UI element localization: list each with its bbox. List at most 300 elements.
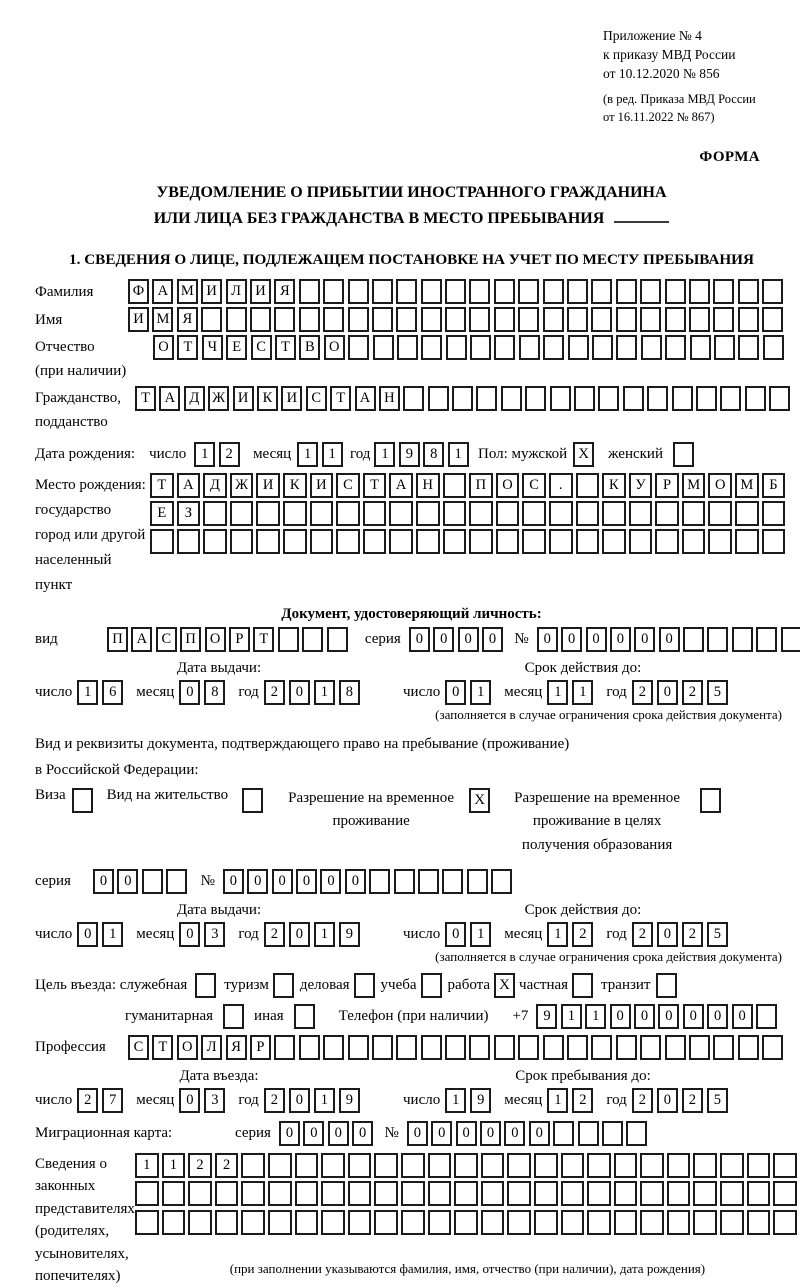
- char-cell[interactable]: [591, 279, 612, 304]
- char-cell[interactable]: А: [177, 473, 201, 498]
- char-cell[interactable]: Б: [762, 473, 786, 498]
- char-cell[interactable]: 8: [423, 442, 444, 467]
- char-cell[interactable]: [543, 279, 564, 304]
- stay-year-cells[interactable]: [632, 1088, 732, 1113]
- stay-month-cells[interactable]: [547, 1088, 597, 1113]
- purpose-business-checkbox[interactable]: [354, 973, 375, 998]
- char-cell[interactable]: [602, 501, 626, 526]
- char-cell[interactable]: П: [469, 473, 493, 498]
- char-cell[interactable]: [667, 1181, 691, 1206]
- char-cell[interactable]: [614, 1210, 638, 1235]
- char-cell[interactable]: [215, 1181, 239, 1206]
- char-cell[interactable]: [321, 1210, 345, 1235]
- char-cell[interactable]: [452, 386, 473, 411]
- char-cell[interactable]: [738, 279, 759, 304]
- doc-expiry-month-cells[interactable]: [547, 680, 597, 705]
- char-cell[interactable]: [348, 1153, 372, 1178]
- char-cell[interactable]: [397, 335, 418, 360]
- char-cell[interactable]: [507, 1181, 531, 1206]
- char-cell[interactable]: [323, 1035, 344, 1060]
- char-cell[interactable]: [591, 1035, 612, 1060]
- char-cell[interactable]: [629, 501, 653, 526]
- char-cell[interactable]: И: [233, 386, 254, 411]
- char-cell[interactable]: 0: [458, 627, 479, 652]
- char-cell[interactable]: Т: [177, 335, 198, 360]
- char-cell[interactable]: [720, 386, 741, 411]
- char-cell[interactable]: О: [153, 335, 174, 360]
- char-cell[interactable]: [665, 1035, 686, 1060]
- char-cell[interactable]: 2: [219, 442, 240, 467]
- char-cell[interactable]: [348, 1035, 369, 1060]
- char-cell[interactable]: [762, 1035, 783, 1060]
- residence-expiry-day-cells[interactable]: [445, 922, 495, 947]
- char-cell[interactable]: [421, 1035, 442, 1060]
- char-cell[interactable]: [616, 307, 637, 332]
- char-cell[interactable]: 1: [194, 442, 215, 467]
- char-cell[interactable]: И: [256, 473, 280, 498]
- char-cell[interactable]: [394, 869, 415, 894]
- char-cell[interactable]: Ф: [128, 279, 149, 304]
- char-cell[interactable]: 0: [657, 1088, 678, 1113]
- char-cell[interactable]: [576, 473, 600, 498]
- purpose-study-checkbox[interactable]: [421, 973, 442, 998]
- char-cell[interactable]: [747, 1153, 771, 1178]
- char-cell[interactable]: [230, 529, 254, 554]
- char-cell[interactable]: [372, 1035, 393, 1060]
- char-cell[interactable]: [682, 529, 706, 554]
- char-cell[interactable]: [389, 529, 413, 554]
- char-cell[interactable]: [543, 307, 564, 332]
- char-cell[interactable]: 0: [303, 1121, 324, 1146]
- char-cell[interactable]: [443, 529, 467, 554]
- citizenship-cells[interactable]: [135, 386, 794, 411]
- char-cell[interactable]: А: [152, 279, 173, 304]
- char-cell[interactable]: Я: [226, 1035, 247, 1060]
- char-cell[interactable]: [336, 529, 360, 554]
- char-cell[interactable]: [567, 307, 588, 332]
- char-cell[interactable]: [629, 529, 653, 554]
- char-cell[interactable]: [747, 1210, 771, 1235]
- char-cell[interactable]: [693, 1153, 717, 1178]
- char-cell[interactable]: [781, 627, 800, 652]
- char-cell[interactable]: [416, 529, 440, 554]
- char-cell[interactable]: 0: [179, 1088, 200, 1113]
- char-cell[interactable]: [268, 1181, 292, 1206]
- char-cell[interactable]: И: [250, 279, 271, 304]
- char-cell[interactable]: [672, 386, 693, 411]
- char-cell[interactable]: Ж: [208, 386, 229, 411]
- char-cell[interactable]: 1: [102, 922, 123, 947]
- char-cell[interactable]: [567, 279, 588, 304]
- char-cell[interactable]: 1: [162, 1153, 186, 1178]
- entry-year-cells[interactable]: [264, 1088, 364, 1113]
- surname-cells[interactable]: [128, 279, 787, 304]
- char-cell[interactable]: [421, 335, 442, 360]
- char-cell[interactable]: [348, 307, 369, 332]
- char-cell[interactable]: 6: [102, 680, 123, 705]
- char-cell[interactable]: [142, 869, 163, 894]
- char-cell[interactable]: [470, 335, 491, 360]
- char-cell[interactable]: [738, 1035, 759, 1060]
- char-cell[interactable]: Е: [150, 501, 174, 526]
- char-cell[interactable]: С: [156, 627, 177, 652]
- char-cell[interactable]: .: [549, 473, 573, 498]
- char-cell[interactable]: [428, 1210, 452, 1235]
- char-cell[interactable]: [428, 1153, 452, 1178]
- char-cell[interactable]: 1: [77, 680, 98, 705]
- char-cell[interactable]: [518, 279, 539, 304]
- char-cell[interactable]: [501, 386, 522, 411]
- char-cell[interactable]: А: [159, 386, 180, 411]
- char-cell[interactable]: [374, 1210, 398, 1235]
- char-cell[interactable]: [348, 1181, 372, 1206]
- char-cell[interactable]: [553, 1121, 574, 1146]
- char-cell[interactable]: [230, 501, 254, 526]
- char-cell[interactable]: [188, 1181, 212, 1206]
- char-cell[interactable]: 1: [470, 680, 491, 705]
- doc-issue-year-cells[interactable]: [264, 680, 364, 705]
- char-cell[interactable]: С: [306, 386, 327, 411]
- profession-cells[interactable]: [128, 1035, 787, 1060]
- char-cell[interactable]: [403, 386, 424, 411]
- char-cell[interactable]: 0: [117, 869, 138, 894]
- char-cell[interactable]: [592, 335, 613, 360]
- char-cell[interactable]: [550, 386, 571, 411]
- residence-issue-month-cells[interactable]: [179, 922, 229, 947]
- char-cell[interactable]: [396, 279, 417, 304]
- char-cell[interactable]: [568, 335, 589, 360]
- char-cell[interactable]: [655, 501, 679, 526]
- char-cell[interactable]: [745, 386, 766, 411]
- doc-expiry-year-cells[interactable]: [632, 680, 732, 705]
- char-cell[interactable]: [747, 1181, 771, 1206]
- char-cell[interactable]: 2: [572, 1088, 593, 1113]
- char-cell[interactable]: 0: [732, 1004, 753, 1029]
- birth-place-row1-cells[interactable]: [150, 473, 788, 498]
- char-cell[interactable]: 1: [314, 1088, 335, 1113]
- char-cell[interactable]: [241, 1181, 265, 1206]
- char-cell[interactable]: [278, 627, 299, 652]
- char-cell[interactable]: 8: [339, 680, 360, 705]
- char-cell[interactable]: [689, 279, 710, 304]
- char-cell[interactable]: [616, 335, 637, 360]
- char-cell[interactable]: [494, 1035, 515, 1060]
- name-cells[interactable]: [128, 307, 787, 332]
- char-cell[interactable]: 0: [482, 627, 503, 652]
- char-cell[interactable]: [469, 1035, 490, 1060]
- residence-permit-checkbox[interactable]: [242, 788, 263, 813]
- char-cell[interactable]: 0: [77, 922, 98, 947]
- birth-place-row3-cells[interactable]: [150, 529, 788, 554]
- char-cell[interactable]: [534, 1153, 558, 1178]
- char-cell[interactable]: [591, 307, 612, 332]
- char-cell[interactable]: [602, 529, 626, 554]
- char-cell[interactable]: [481, 1210, 505, 1235]
- char-cell[interactable]: М: [682, 473, 706, 498]
- char-cell[interactable]: [469, 279, 490, 304]
- char-cell[interactable]: 0: [289, 922, 310, 947]
- char-cell[interactable]: Ж: [230, 473, 254, 498]
- char-cell[interactable]: [428, 1181, 452, 1206]
- char-cell[interactable]: [256, 501, 280, 526]
- char-cell[interactable]: О: [177, 1035, 198, 1060]
- char-cell[interactable]: П: [107, 627, 128, 652]
- char-cell[interactable]: [226, 307, 247, 332]
- char-cell[interactable]: 2: [188, 1153, 212, 1178]
- char-cell[interactable]: [295, 1181, 319, 1206]
- char-cell[interactable]: [640, 279, 661, 304]
- char-cell[interactable]: [587, 1153, 611, 1178]
- char-cell[interactable]: 8: [204, 680, 225, 705]
- char-cell[interactable]: 0: [179, 922, 200, 947]
- char-cell[interactable]: Т: [135, 386, 156, 411]
- char-cell[interactable]: 0: [279, 1121, 300, 1146]
- char-cell[interactable]: [166, 869, 187, 894]
- birth-month-cells[interactable]: [297, 442, 346, 467]
- char-cell[interactable]: [421, 307, 442, 332]
- char-cell[interactable]: [616, 279, 637, 304]
- char-cell[interactable]: [690, 335, 711, 360]
- char-cell[interactable]: О: [324, 335, 345, 360]
- char-cell[interactable]: 0: [659, 627, 680, 652]
- char-cell[interactable]: 0: [433, 627, 454, 652]
- char-cell[interactable]: Я: [177, 307, 198, 332]
- char-cell[interactable]: 9: [339, 1088, 360, 1113]
- char-cell[interactable]: [682, 501, 706, 526]
- char-cell[interactable]: 5: [707, 1088, 728, 1113]
- char-cell[interactable]: [416, 501, 440, 526]
- char-cell[interactable]: [215, 1210, 239, 1235]
- char-cell[interactable]: [445, 279, 466, 304]
- char-cell[interactable]: [481, 1181, 505, 1206]
- char-cell[interactable]: Т: [150, 473, 174, 498]
- temp-residence-education-checkbox[interactable]: [700, 788, 721, 813]
- char-cell[interactable]: [773, 1181, 797, 1206]
- char-cell[interactable]: [693, 1210, 717, 1235]
- char-cell[interactable]: Л: [201, 1035, 222, 1060]
- char-cell[interactable]: [188, 1210, 212, 1235]
- char-cell[interactable]: [640, 307, 661, 332]
- char-cell[interactable]: [647, 386, 668, 411]
- char-cell[interactable]: 2: [215, 1153, 239, 1178]
- char-cell[interactable]: 5: [707, 922, 728, 947]
- char-cell[interactable]: [667, 1210, 691, 1235]
- char-cell[interactable]: С: [522, 473, 546, 498]
- char-cell[interactable]: [401, 1153, 425, 1178]
- char-cell[interactable]: [372, 279, 393, 304]
- char-cell[interactable]: [323, 279, 344, 304]
- gender-female-checkbox[interactable]: [673, 442, 694, 467]
- char-cell[interactable]: [518, 307, 539, 332]
- char-cell[interactable]: [372, 307, 393, 332]
- char-cell[interactable]: О: [496, 473, 520, 498]
- migration-series-cells[interactable]: [279, 1121, 377, 1146]
- char-cell[interactable]: [543, 335, 564, 360]
- birth-year-cells[interactable]: [374, 442, 472, 467]
- char-cell[interactable]: П: [180, 627, 201, 652]
- char-cell[interactable]: [446, 335, 467, 360]
- char-cell[interactable]: 0: [352, 1121, 373, 1146]
- birth-day-cells[interactable]: [194, 442, 243, 467]
- char-cell[interactable]: 0: [445, 680, 466, 705]
- char-cell[interactable]: Ч: [202, 335, 223, 360]
- residence-series-cells[interactable]: [93, 869, 191, 894]
- char-cell[interactable]: [469, 501, 493, 526]
- char-cell[interactable]: 1: [585, 1004, 606, 1029]
- char-cell[interactable]: [534, 1210, 558, 1235]
- char-cell[interactable]: [299, 307, 320, 332]
- char-cell[interactable]: [295, 1153, 319, 1178]
- char-cell[interactable]: 1: [314, 680, 335, 705]
- birth-place-row2-cells[interactable]: [150, 501, 788, 526]
- char-cell[interactable]: [348, 279, 369, 304]
- char-cell[interactable]: 0: [610, 627, 631, 652]
- char-cell[interactable]: 1: [314, 922, 335, 947]
- purpose-transit-checkbox[interactable]: [656, 973, 677, 998]
- doc-series-cells[interactable]: [409, 627, 507, 652]
- char-cell[interactable]: 0: [561, 627, 582, 652]
- char-cell[interactable]: А: [131, 627, 152, 652]
- char-cell[interactable]: [602, 1121, 623, 1146]
- char-cell[interactable]: [274, 307, 295, 332]
- char-cell[interactable]: [667, 1153, 691, 1178]
- char-cell[interactable]: 2: [264, 680, 285, 705]
- char-cell[interactable]: [135, 1210, 159, 1235]
- char-cell[interactable]: [363, 501, 387, 526]
- char-cell[interactable]: [396, 1035, 417, 1060]
- purpose-other-checkbox[interactable]: [294, 1004, 315, 1029]
- char-cell[interactable]: 3: [204, 1088, 225, 1113]
- char-cell[interactable]: [614, 1153, 638, 1178]
- char-cell[interactable]: А: [389, 473, 413, 498]
- char-cell[interactable]: [756, 1004, 777, 1029]
- temp-residence-checkbox[interactable]: X: [469, 788, 490, 813]
- char-cell[interactable]: [250, 307, 271, 332]
- char-cell[interactable]: 0: [634, 627, 655, 652]
- char-cell[interactable]: [689, 1035, 710, 1060]
- char-cell[interactable]: [763, 335, 784, 360]
- char-cell[interactable]: [336, 501, 360, 526]
- stay-day-cells[interactable]: [445, 1088, 495, 1113]
- char-cell[interactable]: [467, 869, 488, 894]
- char-cell[interactable]: [268, 1153, 292, 1178]
- char-cell[interactable]: 3: [204, 922, 225, 947]
- char-cell[interactable]: Н: [379, 386, 400, 411]
- char-cell[interactable]: Е: [226, 335, 247, 360]
- char-cell[interactable]: С: [128, 1035, 149, 1060]
- char-cell[interactable]: [162, 1181, 186, 1206]
- char-cell[interactable]: [389, 501, 413, 526]
- char-cell[interactable]: [708, 529, 732, 554]
- doc-issue-month-cells[interactable]: [179, 680, 229, 705]
- char-cell[interactable]: 0: [272, 869, 293, 894]
- residence-number-cells[interactable]: [223, 869, 516, 894]
- gender-male-checkbox[interactable]: X: [573, 442, 594, 467]
- phone-cells[interactable]: [536, 1004, 780, 1029]
- char-cell[interactable]: М: [177, 279, 198, 304]
- char-cell[interactable]: [713, 307, 734, 332]
- doc-number-cells[interactable]: [537, 627, 800, 652]
- char-cell[interactable]: 2: [632, 922, 653, 947]
- char-cell[interactable]: 1: [547, 1088, 568, 1113]
- char-cell[interactable]: [549, 501, 573, 526]
- char-cell[interactable]: [720, 1181, 744, 1206]
- char-cell[interactable]: С: [336, 473, 360, 498]
- char-cell[interactable]: 9: [399, 442, 420, 467]
- char-cell[interactable]: К: [283, 473, 307, 498]
- char-cell[interactable]: 0: [296, 869, 317, 894]
- char-cell[interactable]: [616, 1035, 637, 1060]
- char-cell[interactable]: [696, 386, 717, 411]
- char-cell[interactable]: [321, 1181, 345, 1206]
- char-cell[interactable]: [713, 279, 734, 304]
- char-cell[interactable]: 2: [572, 922, 593, 947]
- representatives-row2-cells[interactable]: [135, 1181, 800, 1206]
- char-cell[interactable]: 9: [470, 1088, 491, 1113]
- char-cell[interactable]: [421, 279, 442, 304]
- char-cell[interactable]: [491, 869, 512, 894]
- char-cell[interactable]: 0: [328, 1121, 349, 1146]
- char-cell[interactable]: [561, 1153, 585, 1178]
- char-cell[interactable]: [689, 307, 710, 332]
- patronymic-cells[interactable]: [153, 335, 787, 360]
- char-cell[interactable]: [494, 307, 515, 332]
- char-cell[interactable]: У: [629, 473, 653, 498]
- char-cell[interactable]: Н: [416, 473, 440, 498]
- char-cell[interactable]: 0: [247, 869, 268, 894]
- char-cell[interactable]: 0: [657, 922, 678, 947]
- char-cell[interactable]: [327, 627, 348, 652]
- char-cell[interactable]: 0: [223, 869, 244, 894]
- char-cell[interactable]: [714, 335, 735, 360]
- residence-expiry-month-cells[interactable]: [547, 922, 597, 947]
- char-cell[interactable]: Я: [274, 279, 295, 304]
- representatives-row3-cells[interactable]: [135, 1210, 800, 1235]
- char-cell[interactable]: Т: [253, 627, 274, 652]
- char-cell[interactable]: [665, 335, 686, 360]
- char-cell[interactable]: 1: [470, 922, 491, 947]
- char-cell[interactable]: [549, 529, 573, 554]
- char-cell[interactable]: [428, 386, 449, 411]
- char-cell[interactable]: 0: [537, 627, 558, 652]
- char-cell[interactable]: К: [602, 473, 626, 498]
- char-cell[interactable]: [442, 869, 463, 894]
- char-cell[interactable]: [773, 1153, 797, 1178]
- char-cell[interactable]: [587, 1181, 611, 1206]
- char-cell[interactable]: [707, 627, 728, 652]
- char-cell[interactable]: [363, 529, 387, 554]
- char-cell[interactable]: 1: [322, 442, 343, 467]
- char-cell[interactable]: 1: [547, 680, 568, 705]
- char-cell[interactable]: [665, 307, 686, 332]
- char-cell[interactable]: [578, 1121, 599, 1146]
- char-cell[interactable]: [241, 1153, 265, 1178]
- char-cell[interactable]: 0: [586, 627, 607, 652]
- doc-issue-day-cells[interactable]: [77, 680, 127, 705]
- char-cell[interactable]: 0: [657, 680, 678, 705]
- entry-day-cells[interactable]: [77, 1088, 127, 1113]
- char-cell[interactable]: 0: [289, 1088, 310, 1113]
- char-cell[interactable]: [534, 1181, 558, 1206]
- purpose-tourism-checkbox[interactable]: [273, 973, 294, 998]
- char-cell[interactable]: 1: [135, 1153, 159, 1178]
- char-cell[interactable]: [323, 307, 344, 332]
- char-cell[interactable]: [641, 335, 662, 360]
- char-cell[interactable]: [374, 1153, 398, 1178]
- char-cell[interactable]: [762, 279, 783, 304]
- char-cell[interactable]: 0: [456, 1121, 477, 1146]
- char-cell[interactable]: [454, 1153, 478, 1178]
